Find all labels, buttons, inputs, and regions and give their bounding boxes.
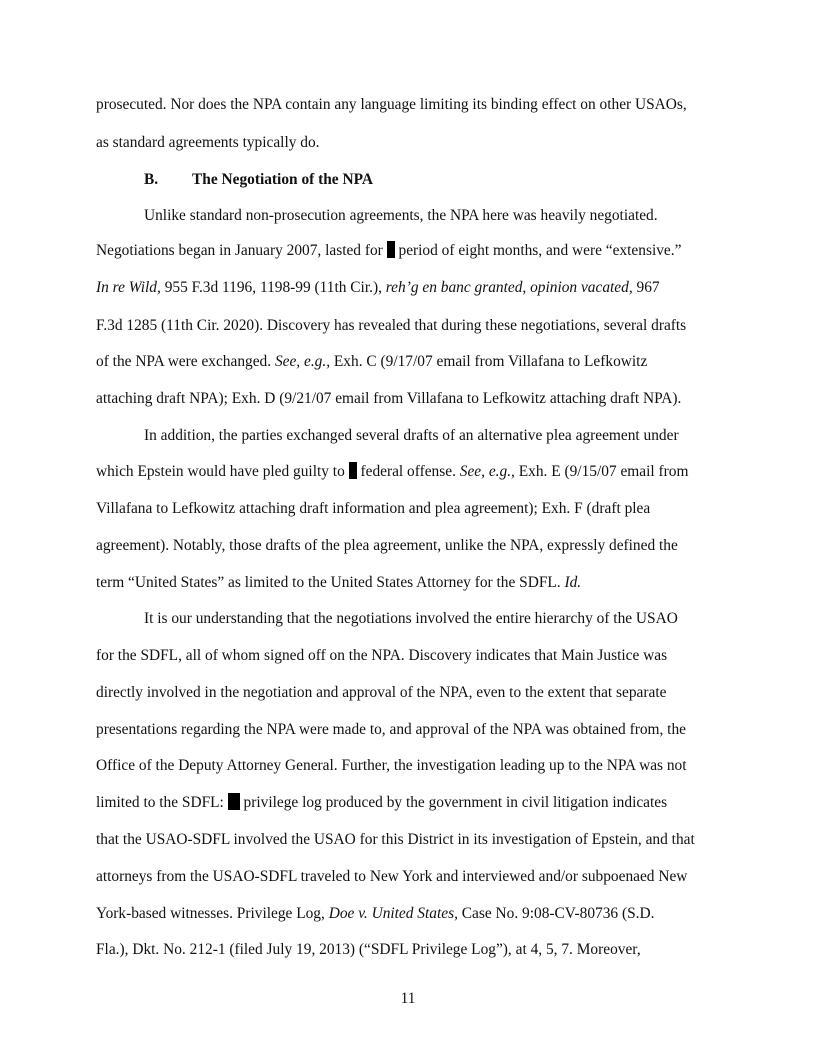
- signal-see-eg: See, e.g.,: [459, 463, 515, 480]
- section-heading-letter: B.: [144, 171, 159, 188]
- paragraph-line: Villafana to Lefkowitz attaching draft information and plea agreement); Exh. F (draft plea: [96, 500, 651, 517]
- paragraph-line: It is our understanding that the negotiations involved the entire hierarchy of the USAO: [144, 610, 678, 627]
- case-citation: In re Wild,: [96, 279, 161, 296]
- paragraph-line: term “United States” as limited to the United States Attorney for the SDFL. Id.: [96, 574, 582, 591]
- section-heading-text: The Negotiation of the NPA: [192, 171, 373, 188]
- id-citation: Id.: [564, 574, 582, 591]
- paragraph-line: of the NPA were exchanged. See, e.g., Exh. C (9/17/07 email from Villafana to Lefkowitz: [96, 353, 648, 370]
- paragraph-line: presentations regarding the NPA were made to, and approval of the NPA was obtained from, the: [96, 721, 686, 738]
- paragraph-line: attorneys from the USAO-SDFL traveled to New York and interviewed and/or subpoenaed New: [96, 868, 688, 885]
- paragraph-line: agreement). Notably, those drafts of the plea agreement, unlike the NPA, expressly defined the: [96, 537, 678, 554]
- paragraph-line: as standard agreements typically do.: [96, 134, 320, 151]
- section-heading: [144, 170, 373, 190]
- paragraph-line: that the USAO-SDFL involved the USAO for this District in its investigation of Epstein, and that: [96, 831, 695, 848]
- citation-history: reh’g en banc granted, opinion vacated,: [385, 279, 633, 296]
- paragraph-line: limited to the SDFL: privilege log produced by the government in civil litigation indicates: [96, 794, 668, 811]
- paragraph-line: Office of the Deputy Attorney General. Further, the investigation leading up to the NPA was not: [96, 757, 687, 774]
- paragraph-line: Unlike standard non-prosecution agreements, the NPA here was heavily negotiated.: [144, 207, 658, 224]
- case-citation: Doe v. United States,: [328, 905, 458, 922]
- paragraph-line: In re Wild, 955 F.3d 1196, 1198-99 (11th Cir.), reh’g en banc granted, opinion vacated, 967: [96, 279, 660, 296]
- paragraph-line: directly involved in the negotiation and approval of the NPA, even to the extent that separate: [96, 684, 667, 701]
- page-number: 11: [400, 990, 416, 1007]
- signal-see-eg: See, e.g.,: [274, 353, 331, 370]
- paragraph-line: prosecuted. Nor does the NPA contain any language limiting its binding effect on other USAOs,: [96, 96, 687, 113]
- paragraph-line: F.3d 1285 (11th Cir. 2020). Discovery has revealed that during these negotiations, several drafts: [96, 317, 687, 334]
- paragraph-line: Negotiations began in January 2007, lasted for period of eight months, and were “extensive.”: [96, 242, 682, 259]
- paragraph-line: Fla.), Dkt. No. 212-1 (filed July 19, 2013) (“SDFL Privilege Log”), at 4, 5, 7. Moreover,: [96, 941, 641, 958]
- paragraph-line: for the SDFL, all of whom signed off on the NPA. Discovery indicates that Main Justice was: [96, 647, 668, 664]
- paragraph-line: attaching draft NPA); Exh. D (9/21/07 email from Villafana to Lefkowitz attaching draft NPA).: [96, 390, 682, 407]
- redaction-box: [349, 462, 357, 479]
- paragraph-line: In addition, the parties exchanged several drafts of an alternative plea agreement under: [144, 427, 679, 444]
- redaction-box: [387, 241, 395, 258]
- paragraph-line: York-based witnesses. Privilege Log, Doe v. United States, Case No. 9:08-CV-80736 (S.D.: [96, 905, 655, 922]
- paragraph-line: which Epstein would have pled guilty to federal offense. See, e.g., Exh. E (9/15/07 email from: [96, 463, 689, 480]
- redaction-box: [228, 793, 240, 810]
